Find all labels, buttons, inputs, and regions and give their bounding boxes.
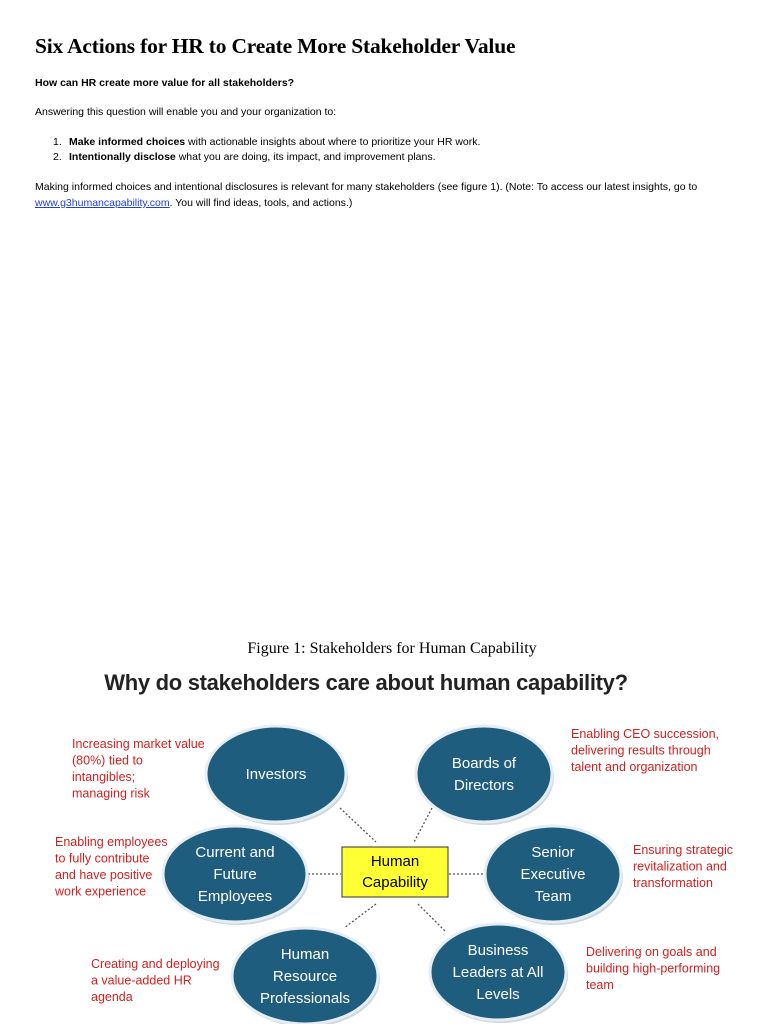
note-line: Increasing market value xyxy=(72,737,205,751)
website-link[interactable]: www.g3humancapability.com xyxy=(35,197,170,209)
node-label: Future xyxy=(213,866,257,883)
note-line: Enabling CEO succession, xyxy=(571,727,719,741)
stakeholder-note-business xyxy=(586,945,720,992)
list-item-rest: with actionable insights about where to prioritize your HR work. xyxy=(185,136,481,148)
stakeholder-note-employees xyxy=(54,835,168,899)
note-line: Delivering on goals and xyxy=(586,945,717,959)
stakeholder-note-hr xyxy=(91,957,220,1004)
stakeholder-note-investors xyxy=(72,737,205,801)
note-line: work experience xyxy=(55,884,147,899)
center-label: Human xyxy=(370,853,420,870)
connector-boards xyxy=(414,808,432,842)
note-line: a value-added HR xyxy=(91,973,192,988)
connector-investors xyxy=(340,808,376,842)
connector-business xyxy=(418,904,446,932)
node-label: Senior xyxy=(531,844,575,861)
note-line: agenda xyxy=(91,990,133,1004)
question-text: How can HR create more value for all stakeholders? xyxy=(35,77,295,89)
body-paragraph xyxy=(35,179,740,211)
note-line: Creating and deploying xyxy=(91,957,220,971)
stakeholder-note-senior xyxy=(633,843,733,890)
node-label: Human xyxy=(280,946,330,963)
page-title: Six Actions for HR to Create More Stakeholder Value xyxy=(35,34,516,58)
node-label: Executive xyxy=(520,866,586,883)
note-line: managing risk xyxy=(72,786,150,801)
stakeholder-node-investors xyxy=(206,726,348,825)
list-item-bold: Intentionally disclose xyxy=(69,151,176,163)
list-item-rest: what you are doing, its impact, and improvement plans. xyxy=(175,151,436,163)
stakeholder-note-boards xyxy=(571,727,719,774)
note-line: revitalization and xyxy=(633,859,727,874)
note-line: (80%) tied to xyxy=(72,753,143,768)
node-label: Boards of xyxy=(451,755,517,772)
list-item xyxy=(35,135,480,150)
node-label: Investors xyxy=(245,766,307,783)
stakeholder-diagram xyxy=(0,700,768,1024)
node-ellipse xyxy=(416,726,552,822)
stakeholder-node-employees xyxy=(163,826,309,925)
node-label: Team xyxy=(534,888,572,905)
note-line: and have positive xyxy=(55,868,153,882)
note-line: to fully contribute xyxy=(55,851,150,866)
list-number: 2. xyxy=(53,151,62,163)
paragraph-text: Making informed choices and intentional disclosures is relevant for many stakeholders (see figure 1). (Note: To access our latest insights, go to xyxy=(35,181,698,193)
connector-hr xyxy=(344,904,376,928)
note-line: Ensuring strategic xyxy=(633,843,734,857)
node-label: Levels xyxy=(476,986,520,1003)
stakeholder-node-senior xyxy=(485,826,623,925)
list-item xyxy=(35,150,480,165)
stakeholder-node-hr xyxy=(232,928,380,1024)
goal-list xyxy=(35,135,480,165)
stakeholder-node-boards xyxy=(416,726,554,825)
note-line: Enabling employees xyxy=(55,835,168,849)
note-line: talent and organization xyxy=(571,760,698,774)
node-label: Employees xyxy=(197,888,273,905)
node-label: Resource xyxy=(272,968,338,985)
node-label: Professionals xyxy=(259,990,351,1007)
node-label: Leaders at All xyxy=(452,964,544,981)
note-line: delivering results through xyxy=(571,743,711,758)
node-label: Current and xyxy=(195,844,275,861)
note-line: team xyxy=(586,978,614,992)
center-node xyxy=(342,847,448,897)
list-item-bold: Make informed choices xyxy=(69,136,186,148)
node-label: Business xyxy=(467,942,529,959)
note-line: intangibles; xyxy=(72,770,136,784)
note-line: building high-performing xyxy=(586,961,721,976)
figure-caption: Figure 1: Stakeholders for Human Capability xyxy=(247,640,537,657)
center-label: Capability xyxy=(362,874,428,891)
list-number: 1. xyxy=(53,136,62,148)
paragraph-text-end: . You will find ideas, tools, and actions.) xyxy=(169,197,353,209)
stakeholder-node-business xyxy=(430,924,568,1023)
figure-heading: Why do stakeholders care about human capability? xyxy=(104,670,628,695)
node-label: Directors xyxy=(453,777,515,794)
note-line: transformation xyxy=(633,876,713,890)
intro-text: Answering this question will enable you and your organization to: xyxy=(35,106,337,118)
